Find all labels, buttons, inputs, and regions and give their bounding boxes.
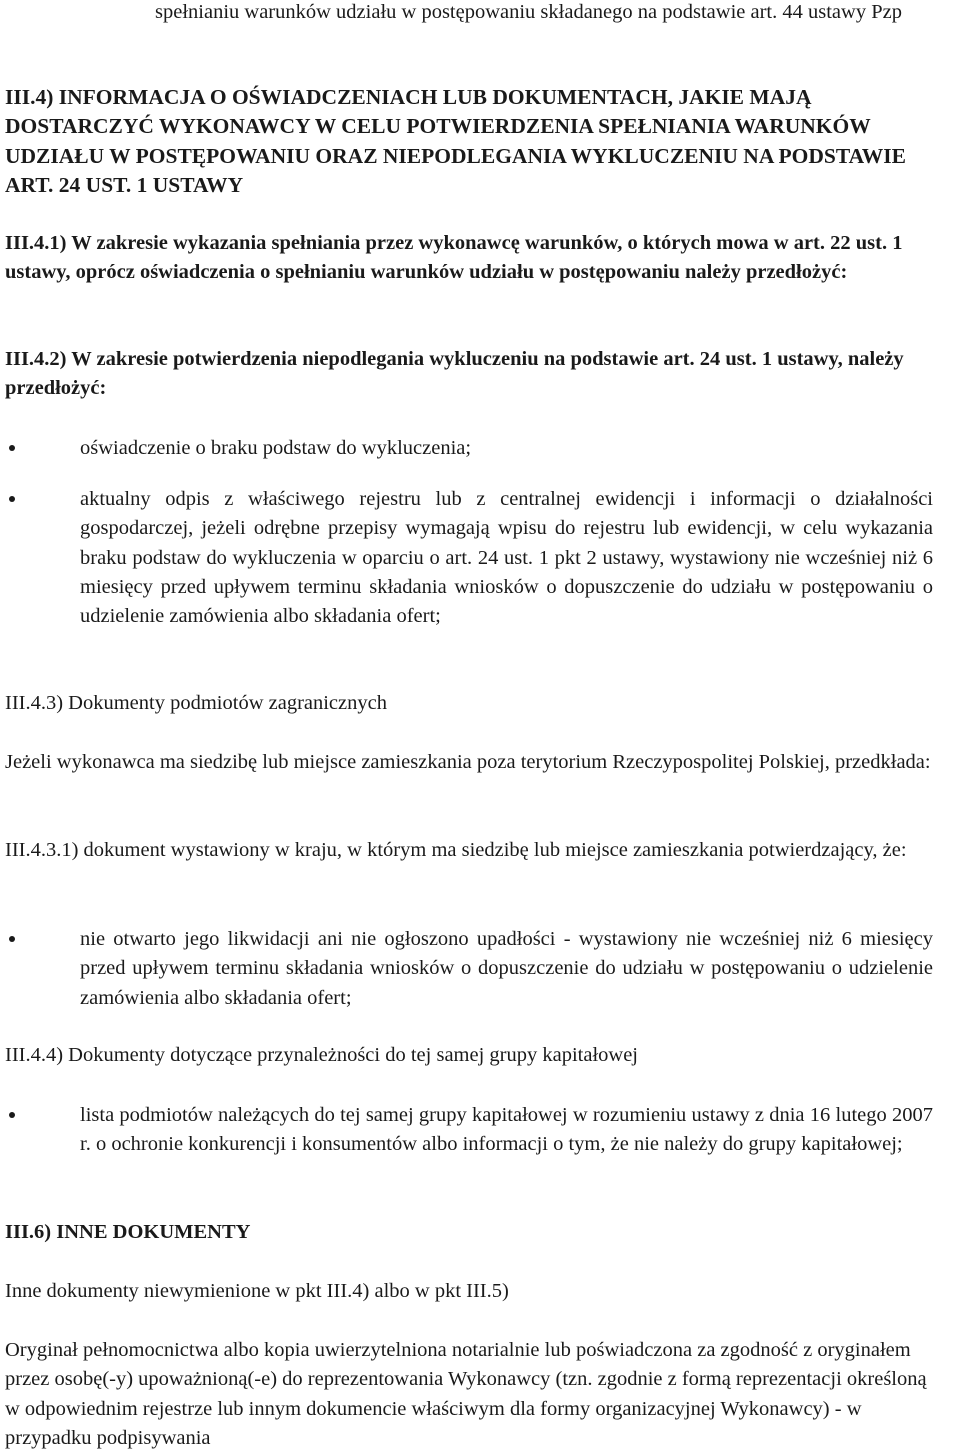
bullet-icon <box>9 496 15 502</box>
section-iii431-heading: III.4.3.1) dokument wystawiony w kraju, w którym ma siedzibę lub miejsce zamieszkania potwierdzający, że: <box>5 839 907 861</box>
list-item-text: aktualny odpis z właściwego rejestru lub z centralnej ewidencji i informacji o działalności gospodarczej, jeżeli odrębne przepisy wymagają wpisu do rejestru lub ewidencji, w celu wykazania braku podstaw do wykluczenia w oparciu o art. 24 ust. 1 pkt 2 ustawy, wystawiony nie wcześniej niż 6 miesięcy przed upływem terminu składania wniosków o dopuszczenie do udziału w postępowaniu o udzielenie zamówienia albo składania ofert; <box>80 488 933 628</box>
list-item <box>5 925 933 1013</box>
section-iii4-heading: III.4) INFORMACJA O OŚWIADCZENIACH LUB DOKUMENTACH, JAKIE MAJĄ DOSTARCZYĆ WYKONAWCY W CELU POTWIERDZENIA SPEŁNIANIA WARUNKÓW UDZIAŁU W POSTĘPOWANIU ORAZ NIEPODLEGANIA WYKLUCZENIU NA PODSTAWIE ART. 24 UST. 1 USTAWY <box>5 85 906 197</box>
section-iii6-heading: III.6) INNE DOKUMENTY <box>5 1221 251 1243</box>
section-iii6-text-1: Inne dokumenty niewymienione w pkt III.4) albo w pkt III.5) <box>5 1280 509 1302</box>
list-item-text: lista podmiotów należących do tej samej grupy kapitałowej w rozumieniu ustawy z dnia 16 lutego 2007 r. o ochronie konkurencji i konsumentów albo informacji o tym, że nie należy do grupy kapitałowej; <box>80 1104 933 1156</box>
bullet-icon <box>9 1112 15 1118</box>
section-iii44-heading: III.4.4) Dokumenty dotyczące przynależności do tej samej grupy kapitałowej <box>5 1044 638 1066</box>
list-item <box>5 1101 933 1160</box>
list-item-text: oświadczenie o braku podstaw do wykluczenia; <box>80 437 472 459</box>
list-item-text: nie otwarto jego likwidacji ani nie ogłoszono upadłości - wystawiony nie wcześniej niż 6 miesięcy przed upływem terminu składania wniosków o dopuszczenie do udziału w postępowaniu o udzielenie zamówienia albo składania ofert; <box>80 928 933 1009</box>
section-iii6-text-2: Oryginał pełnomocnictwa albo kopia uwierzytelniona notarialnie lub poświadczona za zgodność z oryginałem przez osobę(-y) upoważnioną(-e) do reprezentowania Wykonawcy (tzn. zgodnie z formą reprezentacji określoną w odpowiednim rejestrze lub innym dokumencie właściwym dla formy organizacyjnej Wykonawcy) - w przypadku podpisywania <box>5 1339 927 1449</box>
section-iii43-heading: III.4.3) Dokumenty podmiotów zagranicznych <box>5 692 387 714</box>
intro-continuation: spełnianiu warunków udziału w postępowaniu składanego na podstawie art. 44 ustawy Pzp <box>155 1 902 23</box>
list-item <box>5 434 933 463</box>
section-iii41-heading: III.4.1) W zakresie wykazania spełniania przez wykonawcę warunków, o których mowa w art. 22 ust. 1 ustawy, oprócz oświadczenia o spełnianiu warunków udziału w postępowaniu należy przedłożyć: <box>5 232 903 284</box>
bullet-icon <box>9 445 15 451</box>
section-iii42-heading: III.4.2) W zakresie potwierdzenia niepodlegania wykluczeniu na podstawie art. 24 ust. 1 ustawy, należy przedłożyć: <box>5 348 904 400</box>
list-item <box>5 485 933 631</box>
section-iii43-text: Jeżeli wykonawca ma siedzibę lub miejsce zamieszkania poza terytorium Rzeczypospolitej Polskiej, przedkłada: <box>5 751 931 773</box>
bullet-icon <box>9 936 15 942</box>
